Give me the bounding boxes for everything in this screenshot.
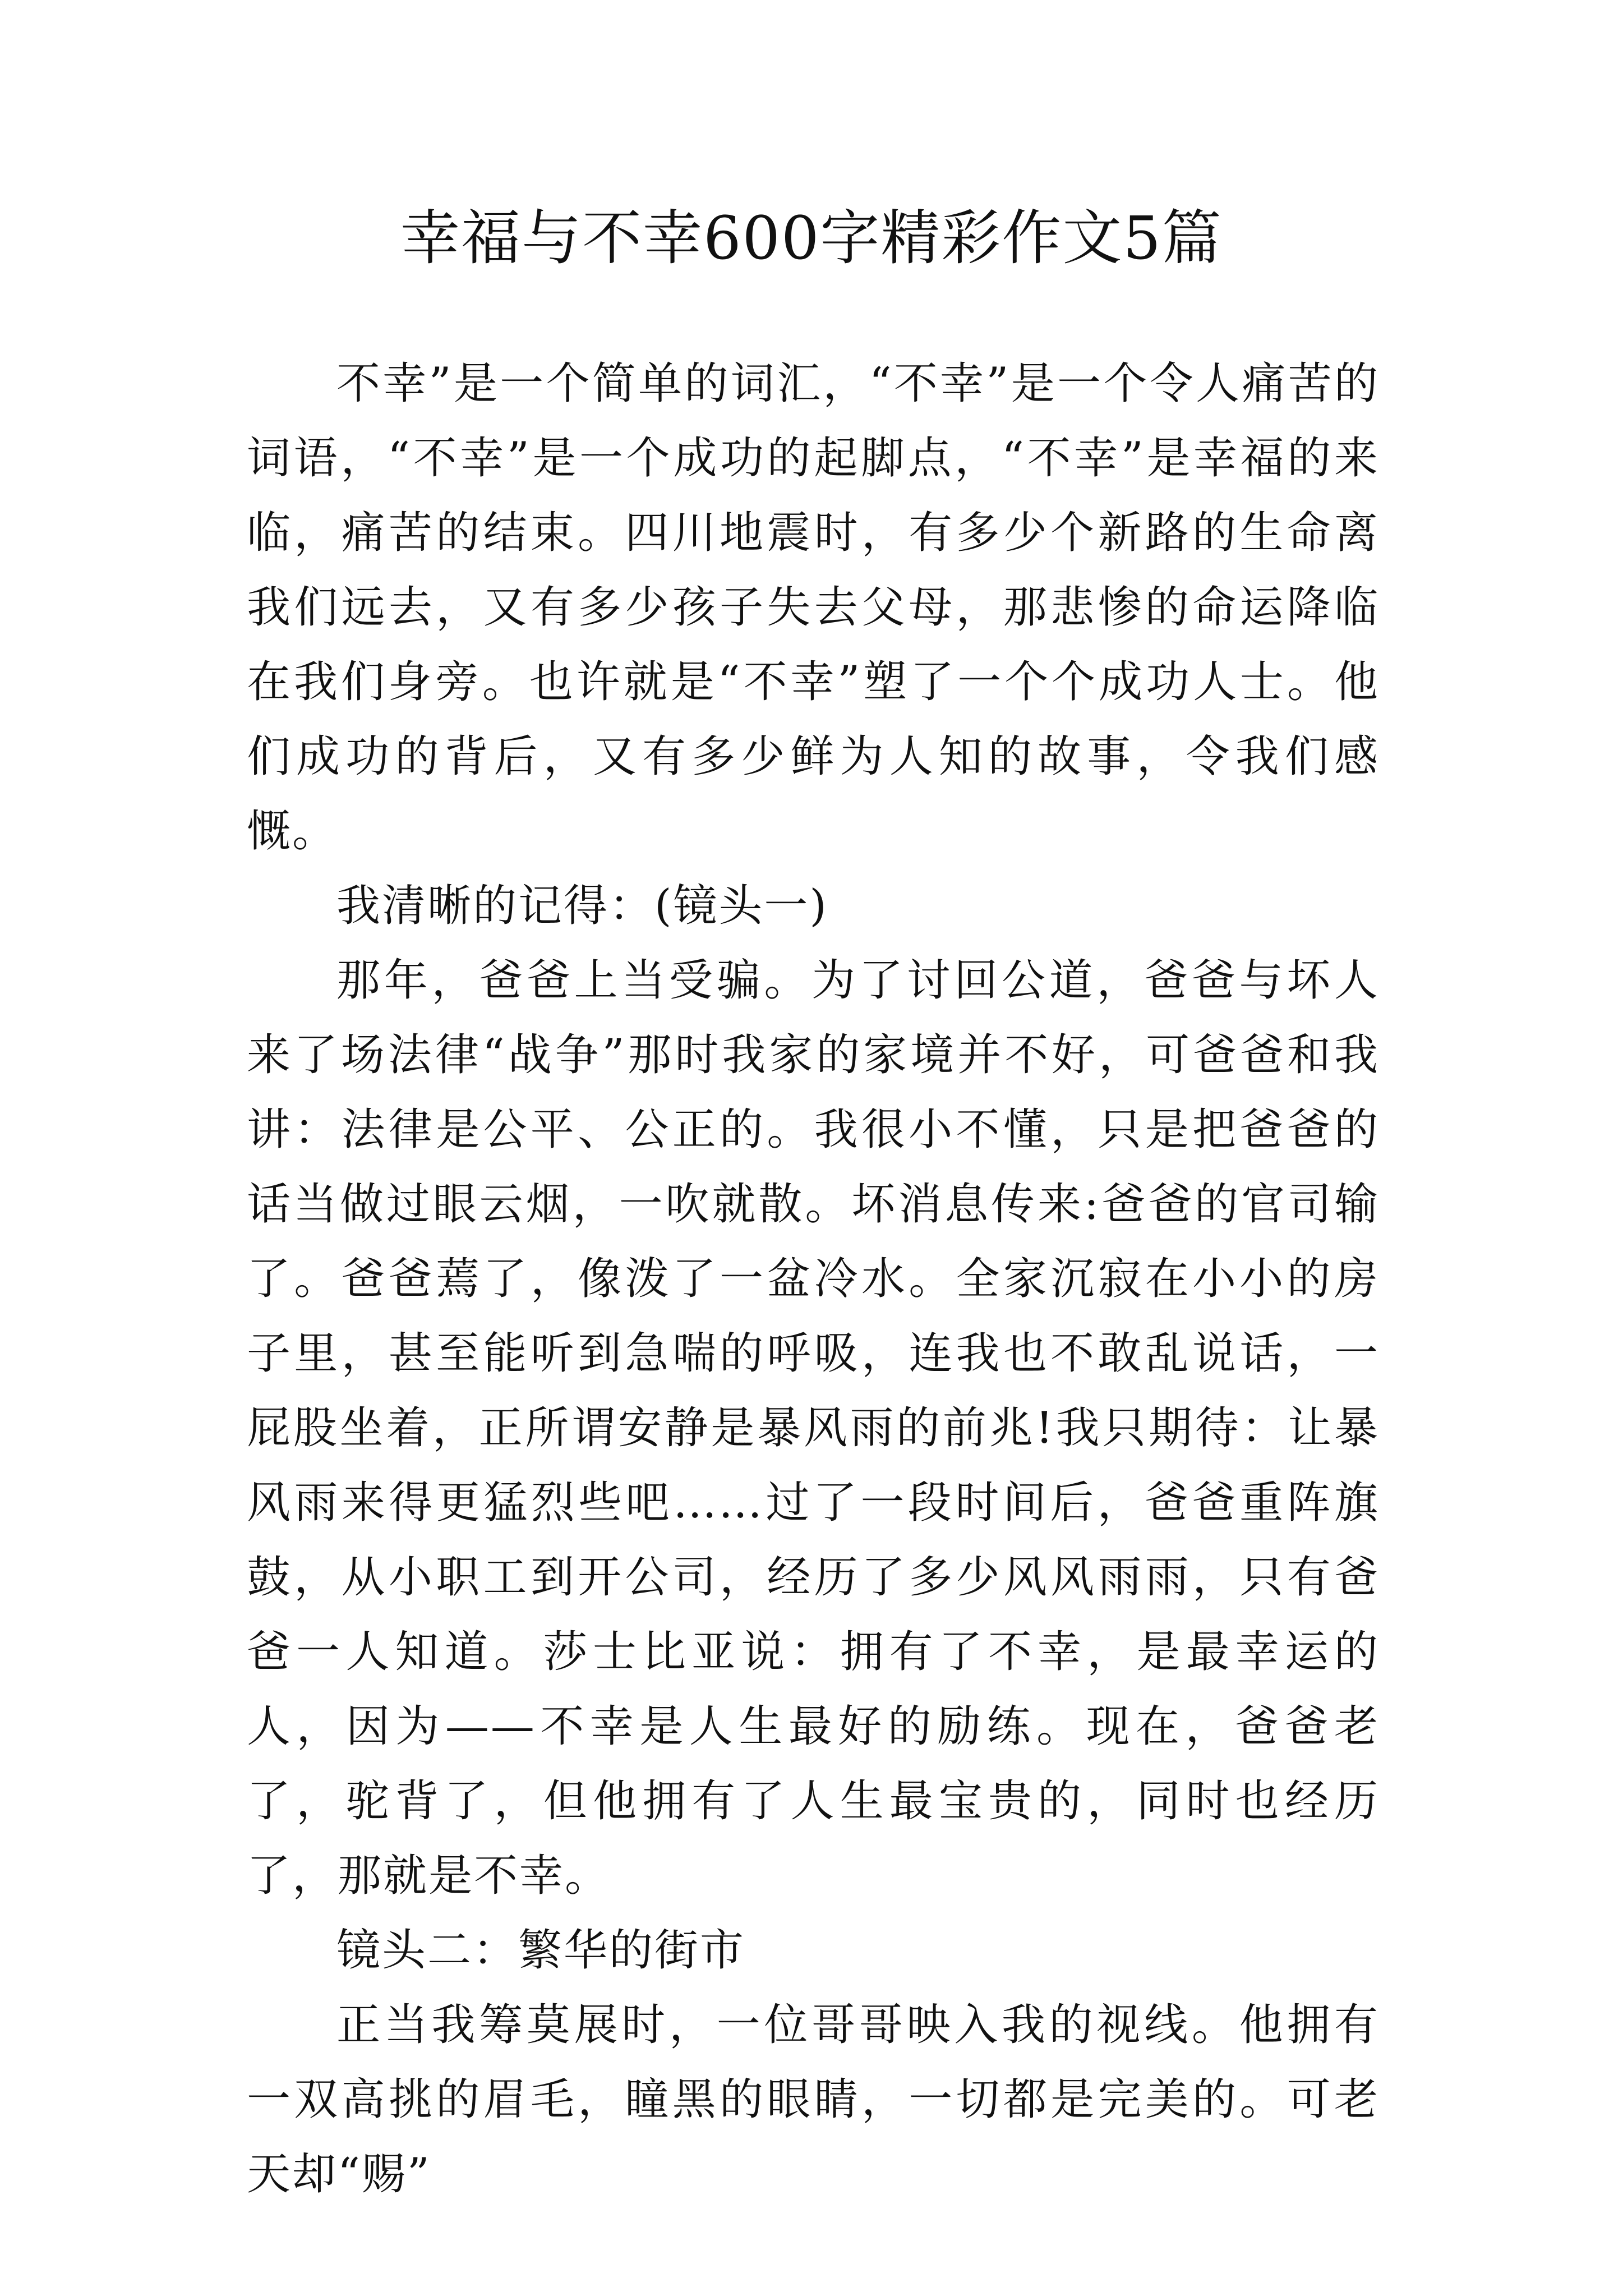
document-body [247, 347, 1380, 2212]
paragraph-scene-one-story: 那年，爸爸上当受骗。为了讨回公道，爸爸与坏人来了场法律“战争”那时我家的家境并不好，可爸爸和我讲：法律是公平、公正的。我很小不懂，只是把爸爸的话当做过眼云烟，一吹就散。坏消息传来:爸爸的官司输了。爸爸蔫了，像泼了一盆冷水。全家沉寂在小小的房子里，甚至能听到急喘的呼吸，连我也不敢乱说话，一屁股坐着，正所谓安静是暴风雨的前兆!我只期待：让暴风雨来得更猛烈些吧……过了一段时间后，爸爸重阵旗鼓，从小职工到开公司，经历了多少风风雨雨，只有爸爸一人知道。莎士比亚说：拥有了不幸，是最幸运的人，因为——不幸是人生最好的励练。现在，爸爸老了，驼背了，但他拥有了人生最宝贵的，同时也经历了，那就是不幸。 [247, 955, 1380, 1901]
paragraph-intro: 不幸”是一个简单的词汇，“不幸”是一个令人痛苦的词语，“不幸”是一个成功的起脚点，“不幸”是幸福的来临，痛苦的结束。四川地震时，有多少个新路的生命离我们远去，又有多少孩子失去父母，那悲惨的命运降临在我们身旁。也许就是“不幸”塑了一个个成功人士。他们成功的背后，又有多少鲜为人知的故事，令我们感慨。 [247, 358, 1380, 857]
document-title: 幸福与不幸600字精彩作文5篇 [400, 204, 1223, 273]
paragraph-scene-two-heading: 镜头二：繁华的街市 [336, 1925, 746, 1976]
paragraph-scene-one-heading: 我清晰的记得：(镜头一) [336, 881, 828, 931]
paragraph-scene-two-story: 正当我筹莫展时，一位哥哥映入我的视线。他拥有一双高挑的眉毛，瞳黑的眼睛，一切都是完美的。可老天却“赐” [247, 2000, 1380, 2200]
